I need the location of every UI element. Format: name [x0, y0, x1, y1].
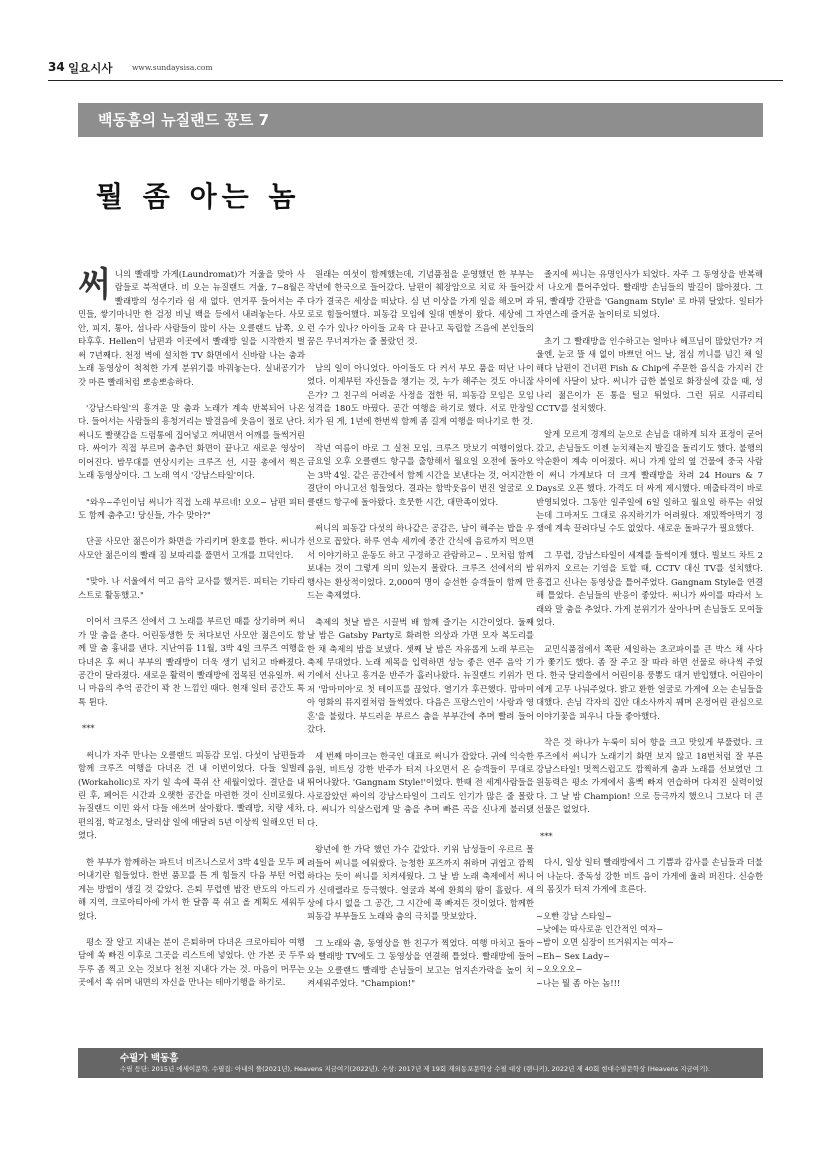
article-paragraph: 써니의 피동감 다섯의 하나같은 공감은, 남이 해주는 밥을 우선으로 꼽았다. 하루 연속 세끼에 중간 간식에 음료까지 먹으면서 이야기하고 운동도 하고 구경하고 관람하고~ . 모처럼 함께 보내는 것이 그렇게 의미 있는지 몰랐다. 크루즈 선에서의 밤 행사는 환상적이었다. 2,000여 명이 승선한 승객들이 함께 만드는 축제였다. — [307, 523, 534, 601]
lyric-line: ~밤이 오면 심장이 뜨거워지는 여자~ — [536, 937, 674, 948]
article-paragraph: 왕년에 한 가닥 했던 가수 같았다. 키위 남성들이 우르르 몰려들어 써니를 에워쌌다. 능청한 포즈까지 취하며 귀엽고 깜찍하다는 듯이 써니를 치켜세웠다. 그 날 밤 노래 축제에서 써니가 신데렐라로 등극했다. 얼굴과 복에 환희의 땀이 흘렀다. 세상에 다시 없을 그 공간, 그 시간에 푹 빠져든 것이었다. 함께한 피동감 부부들도 노래와 춤의 극치를 맛보았다. — [307, 844, 534, 922]
article-paragraph: 세 번째 마이크는 한국인 대표로 써니가 잡았다. 귀에 익숙한 음원, 비트성 강한 반주가 터져 나오면서 온 승객들이 무대로 뛰어나왔다. 'Gangnam Style!'이었다. 한때 전 세계사람들을 사로잡았던 싸이의 강남스타일이 그리도 인기가 많은 줄 몰랐다. 써니가 익살스럽게 말 춤을 추며 빠른 곡을 신나게 불러댔다. — [307, 750, 534, 828]
article-column-1 — [78, 265, 305, 1003]
article-paragraph: '강남스타일'의 흥겨운 말 춤과 노래가 계속 반복되어 나온다. 들어서는 사람들의 흥청거리는 발걸음에 웃음이 절로 난다. 써니도 빨랫감을 드럼통에 집어넣고 꺼내면서 어깨를 들썩거린다. 싸이가 직접 부르며 춤추던 화면이 끝나고 새로운 영상이 이어진다. 밤무대를 연상시키는 크루즈 선, 시끌 총에서 찍은 노래 동영상이다. 그 노래 역시 '강남스타일'이다. — [78, 402, 305, 481]
article-paragraph: 써니의 빨래방 가게(Laundromat)가 거울을 맞아 사람들로 북적댄다. 비 오는 뉴질랜드 겨울, 7~8월은 빨래방의 성수기라 쉼 새 없다. 연거푸 들어서는 주민들, 쌓기마니만 한 검정 비닐 백을 등에서 내려놓는다. 사모안, 피지, 통아, 섬나라 사람들이 많이 사는 오클랜드 남쪽, 오타후후. Hellen이 남편과 이곳에서 빨래방 일을 시작한지 벌써 7년째다. 천정 벽에 설치한 TV 화면에서 신바람 나는 춤과 노래 동영상이 척척한 가게 분위기를 바꿔놓는다. 실내공기가 갓 마른 빨래처럼 뽀송뽀송하다. — [78, 265, 305, 387]
article-paragraph: 다시, 일상 일터 빨래방에서 그 기쁨과 감사를 손님들과 더불어 나눈다. 중독성 강한 비트 음이 가게에 울려 퍼진다. 신승한의 몸짓가 터져 가게에 흐른다. — [536, 857, 763, 895]
article-paragraph: 단골 사모안 젊은이가 화면을 가리키며 환호를 한다. 써니가 사모안 젊은이의 빨래 짐 보따리를 풀면서 고개를 끄덕인다. — [78, 536, 305, 560]
lyric-line: ~오오오오~ — [536, 964, 583, 975]
article-column-2 — [307, 268, 534, 1004]
lyric-line: ~나는 뭘 좀 아는 놈!!! — [536, 977, 621, 988]
author-bio: 수필 등단: 2015년 에세이문학. 수필집: 아내의 뜰(2021년), Heavens 지금여기(2022년). 수상: 2017년 제 19회 재외동포문학상 수필 대상 (랜니키), 2022년 제 40회 현대수필문학상 (Heavens 지금여기). — [120, 1065, 710, 1073]
article-paragraph: 그 무렵, 강남스타일이 세계를 들썩이게 했다. 빌보드 차트 2위까지 오르는 기염을 토할 때, CCTV 대신 TV를 설치했다. 흥겹고 신나는 동영상을 틀어주었다. Gangnam Style을 연결해 틀었다. 손님들의 반응이 좋았다. 써니가 싸이를 따라서 노래와 말 춤을 추었다. 가게 분위기가 살아나며 손님들도 모여들었다. — [536, 549, 763, 628]
article-paragraph: 초기 그 빨래방을 인수하고는 얼마나 헤프님이 많았던가? 겨울엔, 눈코 뜰 새 없이 바쁘던 어느 날, 점심 끼니를 넘긴 채 일해다 남편이 건너편 Fish & Chip에 주문한 음식을 가지러 간 사이에 사달이 났다. 써니가 급한 볼일로 화장실에 갔을 때, 성나리 젊은이가 돈 통을 털고 튀었다. 그런 뒤로 시큐리티 CCTV를 설치했다. — [536, 335, 763, 413]
lyric-line: ~낮에는 따사로운 인간적인 여자~ — [536, 923, 664, 934]
section-divider: *** — [540, 830, 553, 841]
drop-cap: 써 — [78, 265, 111, 305]
author-box — [78, 1048, 763, 1078]
author-name: 수필가 백동흠 — [120, 1053, 179, 1064]
series-banner — [78, 103, 763, 137]
publication-url: www.sundaysisa.com — [132, 63, 213, 72]
article-paragraph: 원래는 여섯이 함께했는데, 기념품점을 운영했던 한 부부는 작년에 한국으로 들어갔다. 남편이 췌장암으로 치료 차 들어갔다가 결국은 세상을 떠났다. 심 년 이상을 가게 일을 해오며 과로로 힘들어했다. 피동감 모임에 일대 멘붕이 왔다. 세상에 그런 수가 있나? 아이들 교육 다 끝나고 독립할 즈음에 본인들의 꿈은 무너져가는 줄 몰랐던 것. — [307, 269, 534, 347]
article-paragraph: 축제의 첫날 밤은 시끌벅 배 함께 즐기는 시간이었다. 둘째 날 밤은 Gatsby Party로 화려한 의상과 가면 모자 복도리를 한 채 축제의 밤을 보냈다. 셋째 날 밤은 자유롭게 노래 부르는 축제 무대였다. 노래 제목을 입력하면 성능 좋은 연주 음악 기기에서 신나고 흥겨운 반주가 흘러나왔다. 뉴질랜드 키위가 먼저 '맘마미아'로 첫 테이프를 끊었다. 열기가 후끈했다. 맘마미아 영화의 뮤지컬처럼 들썩였다. 다음은 프랑스인이 '사랑과 영혼'을 불렀다. 부드러운 부르스 춤을 부부간에 추며 빨려 들어갔다. — [307, 616, 534, 735]
section-divider: *** — [82, 723, 95, 734]
article-paragraph: 교민식품점에서 쪽판 세일하는 초코파이를 큰 박스 채 사다가 쫓기도 했다. 좀 잘 주고 잘 따라 하면 선물로 하나씩 주었다. 한국 달리쓸에서 어린이용 풍뽕도 대거 반입했다. 어린아이에게 고무 나눠주었다. 밝고 환한 얼굴로 가게에 오는 손님들을 대했다. 손님 각자의 집안 대소사까지 꿰며 온정어린 관심으로 이야기꽃을 피우니 다들 좋아했다. — [536, 643, 763, 721]
publication-name: 일요시사 — [68, 61, 113, 75]
lyric-line: ~오빤 강남 스타일~ — [536, 910, 612, 921]
article-paragraph: 작은 것 하나가 누룩이 되어 향을 크고 맛있게 부풀렸다. 크루즈에서 써니가 노래기기 화면 보지 않고 18번처럼 잘 부른 강남스타일! 멋쩍스럽고도 깜찍하게 춤과 노래를 선보였던 그 원동력은 평소 가게에서 흠뻑 빠져 연습하며 다져진 실력이었다. 그 날 밤 Champion! 으로 등극까지 했으니 그보다 더 큰 선물은 없었다. — [536, 737, 763, 815]
article-column-3 — [536, 268, 763, 990]
article-paragraph: 알게 모르게 경계의 눈으로 손님을 대하게 되자 표정이 굳어갔고, 손님들도 이젠 눈치채는지 발길을 돌리기도 했다. 불행의 악순환이 계속 이어졌다. 써니 가게 앞의 옆 건물에 중국 사람이 써니 가게보다 더 크게 빨래방을 차려 24 Hours & 7 Days로 오픈 했다. 가격도 더 싸게 제시했다. 매출타격이 바로 반영되었다. 그동안 일주일에 6일 일하고 월요일 하루는 쉬었는데 그마저도 그대로 유지하기가 어려웠다. 재밌짝아먹기 경쟁에 계속 끌려다닐 수도 없었다. 새로운 돌파구가 필요했다. — [536, 429, 763, 534]
series-title: 백동흠의 뉴질랜드 꽁트 7 — [98, 111, 270, 129]
article-paragraph: 써니가 자주 만나는 오클랜드 피동감 모임. 다섯이 남편들과 함께 크루즈 여행을 다녀온 건 내 이번이었다. 다들 일벌레(Workaholic)로 자기 일 속에 푹쉬 산 세월이었다. 결단을 내린 후, 페어든 시간과 오랫한 공간을 마련한 것이 신비로웠다. 뉴질랜드 이민 와서 다들 애쓰며 살아왔다. 빨래방, 치량 세차, 편의점, 학교청소, 달러샵 일에 매달려 5년 이상씩 일해오던 터였다. — [78, 749, 305, 841]
article-paragraph: 졸지에 써니는 유명인사가 되었다. 자주 그 동영상을 반복해서 나오게 틀어주었다. 빨래방 손님들의 발길이 많아졌다. 그 뒤, 빨래방 간판을 'Gangnam Style' 로 바꿔 달았다. 일터가 자연스레 즐거운 놀이터로 되었다. — [536, 269, 763, 320]
article-paragraph: 평소 잘 알고 지내는 분이 은퇴하며 다녀온 크로아티아 여행담에 쏙 빠진 이후로 그곳을 리스트에 넣었다. 안 가본 곳 두루두루 좀 찍고 오는 것보다 천천 지내다 가는 것. 마음이 머무는 곳에서 쏙 쉬며 내면의 자신을 만나는 테마기행을 하기로. — [78, 936, 305, 988]
article-paragraph: 한 부부가 함께하는 파트너 비즈니스로서 3박 4일을 모두 페어내기란 힘들었다. 한번 품꼬를 튼 게 힘들지 다음 부턴 어렵게는 방법이 생길 것 같았다. 은퇴 무렵엔 밤잔 반도의 아드리해 지역, 크로아티아에 가서 한 달쯤 푹 쉬고 올 계획도 세워두었다. — [78, 856, 305, 921]
page-number: 34 — [48, 60, 65, 74]
article-paragraph: 그 노래와 춤, 동영상을 한 친구가 찍었다. 여행 마치고 돌아와 빨래방 TV에도 그 동영상을 연결해 틀었다. 빨래방에 들어오는 오클랜드 빨래방 손님들이 보고는 엄지손가락을 높이 치켜세워주었다. "Champion!" — [307, 937, 534, 989]
article-paragraph: 이어서 크루즈 선에서 그 노래를 부르던 때를 상기하며 써니가 말 춤을 춘다. 어린동생한 듯 쳐다보던 사모안 젊은이도 함께 말 춤 흉내를 낸다. 지난여름 11월, 3박 4일 크루즈 여행을 다녀온 후 써니 부부의 빨래방이 더욱 생기 넘치고 바빠졌다. 공간이 달라졌다. 새로운 활력이 빨래방에 접목된 연유일까. 써니 마음의 추억 공간이 꽉 찬 느낌인 때다. 현재 일터 공간도 톡톡 튄다. — [78, 616, 305, 707]
masthead — [48, 60, 783, 81]
article-paragraph: 작년 여름이 바로 그 실천 모임, 크루즈 맛보기 여행이었다. 금요일 오후 오클랜드 항구를 출항해서 월요일 오전에 돌아오는 3박 4일. 같은 공간에서 함께 시간을 보낸다는 것, 어지간한 결단이 아니고선 힘들었다. 결과는 함박웃음이 번진 얼굴로 오클랜드 항구에 돌아왔다. 흐뭇한 시간, 대만족이었다. — [307, 442, 534, 507]
article-quote: "와우~주인이님 써니가 직접 노래 부르네! 오오~ 남편 피터도 함께 춤추고! 당신들, 가수 맞아?" — [78, 496, 305, 520]
lyric-line: ~Eh~ Sex Lady~ — [536, 950, 610, 961]
article-quote: "맞아. 나 서울에서 여고 음악 교사를 했거든. 피터는 기타리스트로 활동했고." — [78, 576, 305, 600]
article-paragraph: 남의 일이 아니었다. 아이들도 다 커서 부모 품을 떠난 나이였다. 이제부턴 자신들을 챙기는 것, 누가 해주는 것도 아니잖은가? 그 친구의 어려운 사정을 접한 뒤, 피동감 모임은 모임 성격을 180도 바꿨다. 공간 여행을 하기로 했다. 서로 만장일치가 된 게, 1년에 한번씩 함께 좀 길게 여행을 떠나기로 한 것. — [307, 362, 534, 427]
article-headline: 뭘 좀 아는 놈 — [96, 180, 301, 213]
